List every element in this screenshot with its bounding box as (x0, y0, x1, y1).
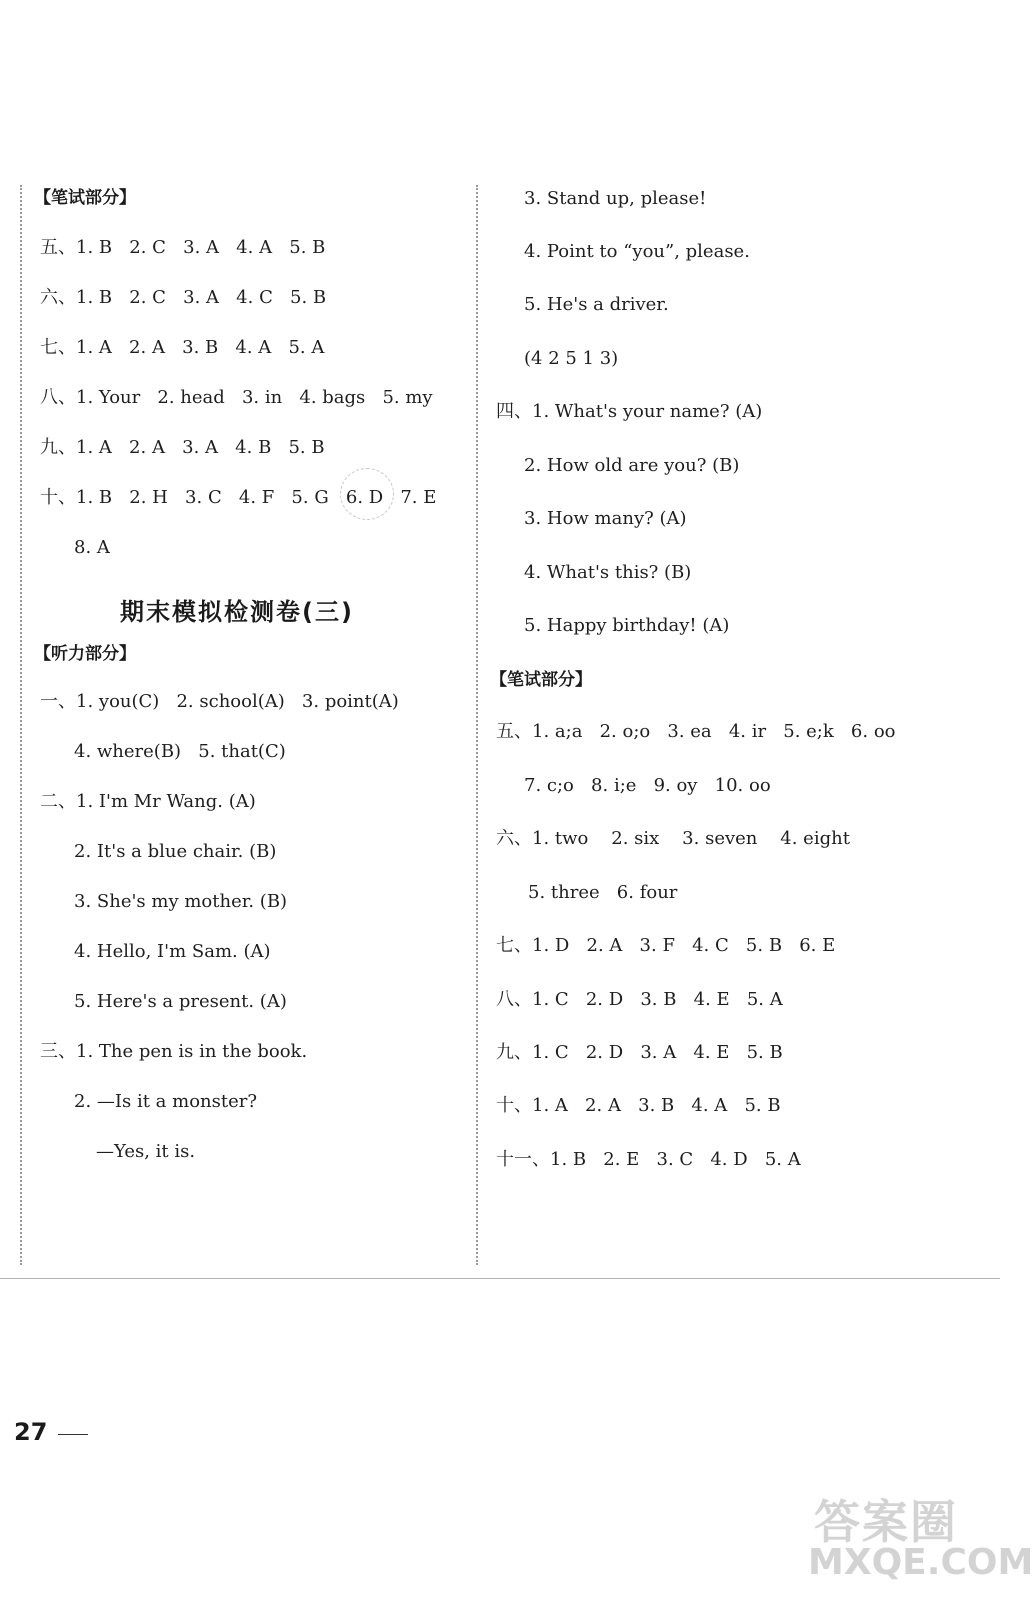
answer-line-l3-1: 三、1. The pen is in the book. (40, 1041, 308, 1062)
answer-line-w5-cont: 7. c;o 8. i;e 9. oy 10. oo (524, 775, 771, 796)
answer-line-l2-4: 4. Hello, I'm Sam. (A) (74, 941, 271, 962)
answer-line-r4-5: 5. Happy birthday! (A) (524, 615, 730, 636)
answer-line-q6: 六、1. B 2. C 3. A 4. C 5. B (40, 287, 327, 308)
answer-line-w6: 六、1. two 2. six 3. seven 4. eight (496, 828, 850, 849)
left-margin-dotted-line (20, 185, 22, 1265)
answer-line-w8: 八、1. C 2. D 3. B 4. E 5. A (496, 989, 783, 1010)
paper-title: 期末模拟检测卷(三) (120, 598, 354, 626)
answer-line-l2-3: 3. She's my mother. (B) (74, 891, 288, 912)
answer-line-w10: 十、1. A 2. A 3. B 4. A 5. B (496, 1095, 781, 1116)
answer-line-q7: 七、1. A 2. A 3. B 4. A 5. A (40, 337, 325, 358)
answer-line-q5: 五、1. B 2. C 3. A 4. A 5. B (40, 237, 326, 258)
answer-line-q10: 十、1. B 2. H 3. C 4. F 5. G 6. D 7. E (40, 487, 437, 508)
answer-line-w5: 五、1. a;a 2. o;o 3. ea 4. ir 5. e;k 6. oo (496, 721, 896, 742)
answer-line-q9: 九、1. A 2. A 3. A 4. B 5. B (40, 437, 325, 458)
answer-line-l2-5: 5. Here's a present. (A) (74, 991, 287, 1012)
answer-line-r4-3: 3. How many? (A) (524, 508, 687, 529)
answer-line-l2-2: 2. It's a blue chair. (B) (74, 841, 277, 862)
page-number: 27 (14, 1418, 48, 1446)
answer-line-l1: 一、1. you(C) 2. school(A) 3. point(A) (40, 691, 399, 712)
answer-line-q10-cont: 8. A (74, 537, 110, 558)
answer-line-w9: 九、1. C 2. D 3. A 4. E 5. B (496, 1042, 783, 1063)
answer-line-l2-1: 二、1. I'm Mr Wang. (A) (40, 791, 256, 812)
answer-line-r3-5: 5. He's a driver. (524, 294, 669, 315)
answer-line-r4-1: 四、1. What's your name? (A) (496, 401, 763, 422)
answer-line-l1-cont: 4. where(B) 5. that(C) (74, 741, 286, 762)
watermark-text-bottom: MXQE.COM (808, 1542, 1033, 1583)
answer-line-w6-cont: 5. three 6. four (528, 882, 678, 903)
section-listening-heading: 【听力部分】 (34, 644, 136, 664)
answer-line-q8: 八、1. Your 2. head 3. in 4. bags 5. my (40, 387, 433, 408)
footer-divider (0, 1278, 1000, 1279)
section-written-heading-right: 【笔试部分】 (490, 670, 592, 690)
answer-line-r3-4: 4. Point to “you”, please. (524, 241, 750, 262)
section-written-heading: 【笔试部分】 (34, 188, 136, 208)
answer-line-r3-order: (4 2 5 1 3) (524, 348, 619, 369)
answer-line-w11: 十一、1. B 2. E 3. C 4. D 5. A (496, 1149, 801, 1170)
column-divider-dotted-line (476, 185, 478, 1265)
watermark-text-top: 答案圈 (814, 1495, 958, 1549)
answer-line-r4-4: 4. What's this? (B) (524, 562, 692, 583)
answer-line-l3-2b: —Yes, it is. (96, 1141, 196, 1162)
page-number-dash (58, 1434, 88, 1435)
answer-line-r3-3: 3. Stand up, please! (524, 188, 707, 209)
answer-line-w7: 七、1. D 2. A 3. F 4. C 5. B 6. E (496, 935, 836, 956)
site-watermark (808, 1486, 1033, 1596)
answer-line-l3-2: 2. —Is it a monster? (74, 1091, 258, 1112)
answer-line-r4-2: 2. How old are you? (B) (524, 455, 740, 476)
